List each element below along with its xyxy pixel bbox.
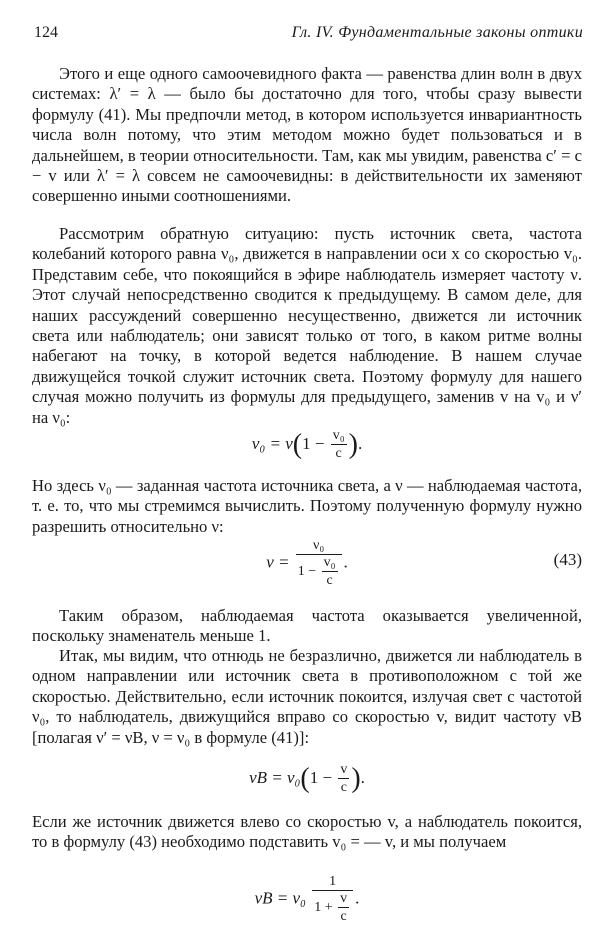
paragraph-6: Если же источник движется влево со скоростью v, а наблюдатель покоится, то в формулу (43) необходимо подставить v₀ = — v, и мы получаем xyxy=(32,812,582,852)
paragraph-2: Рассмотрим обратную ситуацию: пусть источник света, частота колебаний которого равна ν₀, движется в направлении оси x со скоростью v₀. Представим себе, что покоящийся в эфире наблюдатель измеряет частоту ν. Этот случай непосредственно сводится к предыдущему. В самом деле, для наших рассуждений совершенно несущественно, движется ли источник света или наблюдатель; они зависят только от того, в каком ритме волны набегают на точку, в которой ведется наблюдение. В нашем случае движущейся точкой служит источник света. Поэтому формулу для нашего случая можно получить из формулы для предыдущего, заменив v на v₀ и ν′ на ν₀: xyxy=(32,224,582,427)
equation-number: (43) xyxy=(553,550,582,569)
equation-3: νB = ν₀(1 − $\frac{v}{c}$ ). xyxy=(249,762,365,795)
running-title: Гл. IV. Фундаментальные законы оптики xyxy=(291,24,583,41)
paragraph-1: Этого и еще одного самоочевидного факта — равенства длин волн в двух системах: λ′ = λ — было бы достаточно для того, чтобы сразу вывести формулу (41). Мы предпочли метод, в котором используется инвариантность числа волн потому, что этим методом можно будет пользоваться и в дальнейшем, в теории относительности. Там, как мы увидим, равенства c′ = c − v или λ′ = λ совсем не самоочевидны: в действительности их заменяют совершенно иными соотношениями. xyxy=(32,64,582,206)
paragraph-5: Итак, мы видим, что отнюдь не безразлично, движется ли наблюдатель в одном направлении или источник света в противоположном с той же скоростью. Действительно, если источник покоится, излучая свет с частотой ν₀, то наблюдатель, движущийся вправо со скоростью v, видит частоту νB [полагая ν′ = νB, ν = ν₀ в формуле (41)]: xyxy=(32,646,582,747)
running-header xyxy=(30,24,585,46)
paragraph-3: Но здесь ν₀ — заданная частота источника света, а ν — наблюдаемая частота, т. е. то, что мы стремимся вычислить. Поэтому полученную формулу нужно разрешить относительно ν: xyxy=(32,476,582,536)
equation-4: νB = ν₀ 1 1 + $\frac{v}{c}$ . xyxy=(254,874,360,924)
fraction: $\frac{v}{c}$ xyxy=(340,762,348,795)
page-number: 124 xyxy=(34,24,58,41)
fraction: 1 1 + $\frac{v}{c}$ xyxy=(312,874,353,925)
fraction: $\frac{\text{v₀}}{c}$ xyxy=(332,428,345,461)
paragraph-4: Таким образом, наблюдаемая частота оказывается увеличенной, поскольку знаменатель меньше 1. xyxy=(32,606,582,646)
equation-43: ν = ν₀ 1 − $\frac{\text{v₀}}{c}$ . (43) xyxy=(266,538,582,588)
fraction: ν₀ 1 − $\frac{\text{v₀}}{c}$ xyxy=(296,538,342,589)
equation-1: ν₀ = ν(1 − $\frac{\text{v₀}}{c}$ ). xyxy=(251,428,363,461)
